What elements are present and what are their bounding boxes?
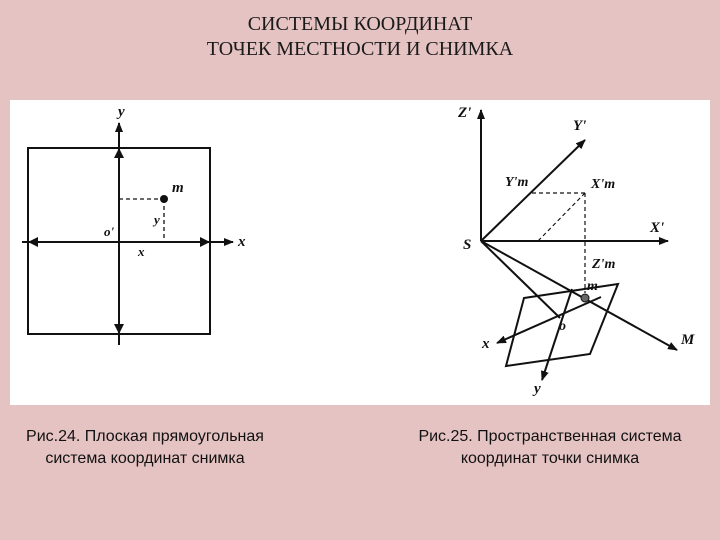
label-x-coordinate: x — [138, 244, 145, 259]
caption-fig24 — [0, 426, 290, 470]
slide-title-line-2: ТОЧЕК МЕСТНОСТИ И СНИМКА — [206, 38, 514, 60]
caption-fig24-line-1: Рис.24. Плоская прямоугольная — [26, 428, 264, 445]
dash-xm-xaxis — [538, 193, 585, 241]
caption-fig25-line-1: Рис.25. Пространственная система — [418, 428, 682, 445]
caption-fig24-line-2: система координат снимка — [45, 450, 245, 467]
slide-title-line-1: СИСТЕМЫ КООРДИНАТ — [247, 13, 473, 35]
caption-fig25 — [385, 426, 715, 470]
label-Xm: X'm — [591, 177, 616, 192]
point-m — [160, 195, 168, 203]
label-y-image: y — [534, 381, 541, 397]
label-o-image: o — [559, 319, 566, 334]
label-Zm: Z'm — [592, 257, 616, 272]
sm-ray — [481, 241, 677, 350]
label-X-prime: X' — [650, 220, 665, 236]
label-m-image: m — [587, 279, 598, 294]
fiducial-top — [114, 148, 124, 158]
fiducial-bottom — [114, 324, 124, 334]
label-S: S — [463, 237, 472, 253]
label-Ym: Y'm — [505, 175, 529, 190]
image-plane-figure — [22, 104, 246, 345]
y-prime-axis — [481, 140, 585, 241]
label-Z-prime: Z' — [458, 105, 472, 121]
fiducial-right — [200, 237, 210, 247]
label-m: m — [172, 180, 184, 196]
so-ray — [481, 241, 560, 318]
label-M: M — [681, 332, 695, 348]
label-y-axis: y — [118, 104, 125, 120]
image-y-axis — [542, 289, 572, 380]
label-x-axis: x — [238, 234, 246, 250]
label-x-image: x — [482, 336, 490, 352]
label-y-coordinate: y — [154, 212, 160, 227]
caption-fig25-line-2: координат точки снимка — [460, 450, 640, 467]
label-Y-prime: Y' — [573, 118, 587, 134]
point-m-image — [581, 294, 589, 302]
image-x-axis — [497, 297, 601, 343]
spatial-figure — [457, 105, 695, 397]
fiducial-left — [28, 237, 38, 247]
label-origin: o' — [104, 224, 115, 239]
